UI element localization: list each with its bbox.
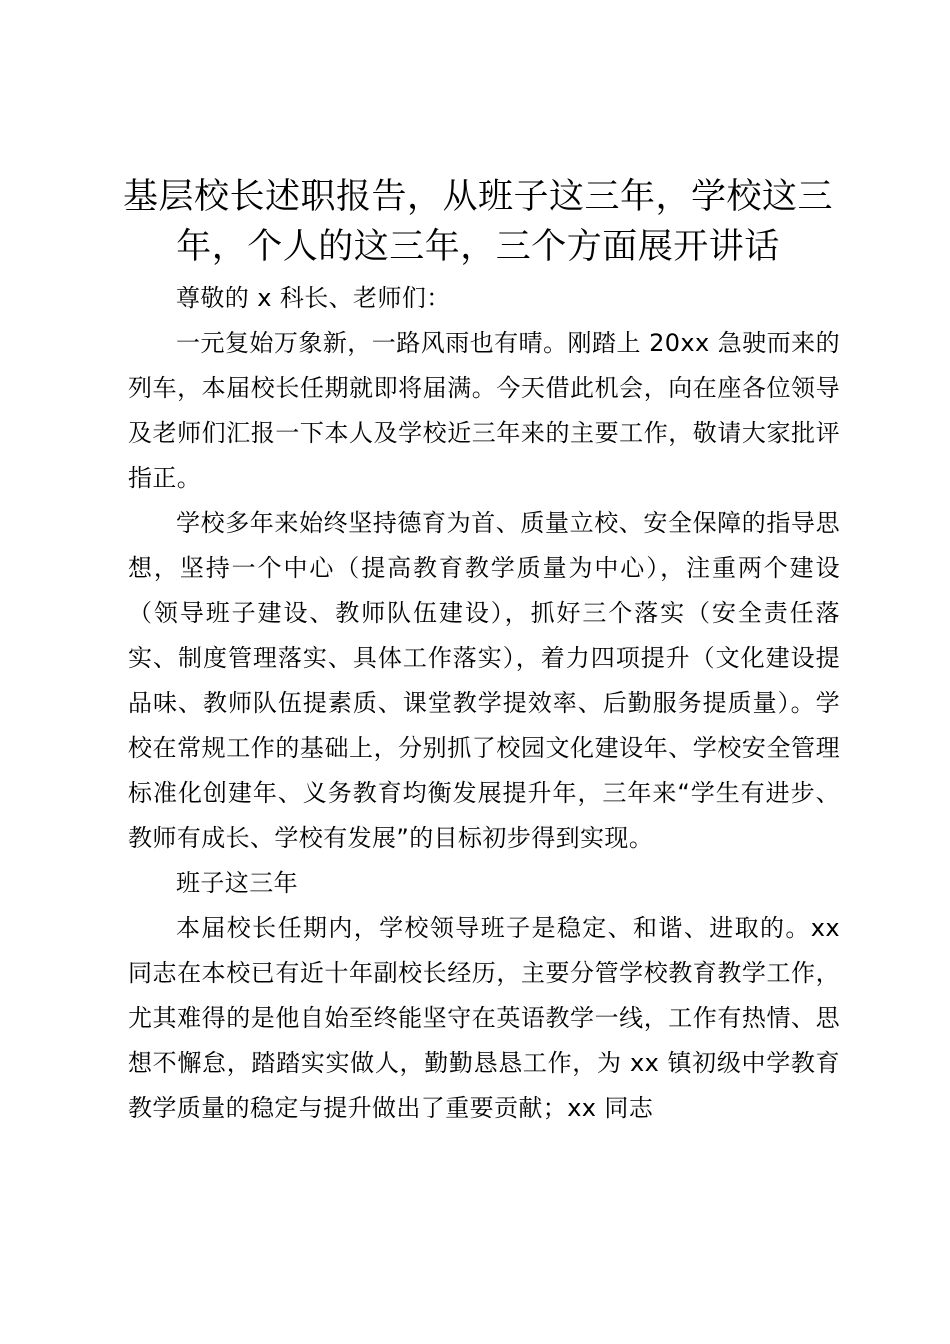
paragraph-opening: 一元复始万象新，一路风雨也有晴。刚踏上 20xx 急驶而来的列车，本届校长任期就即将届满。今天借此机会，向在座各位领导及老师们汇报一下本人及学校近三年来的主要工作，敬请大家批评指正。 <box>128 329 840 492</box>
paragraph-leadership: 本届校长任期内，学校领导班子是稳定、和谐、进取的。xx 同志在本校已有近十年副校长经历，主要分管学校教育教学工作，尤其难得的是他自始至终能坚守在英语教学一线，工作有热情、思想不懈怠，踏踏实实做人，勤勤恳恳工作，为 xx 镇初级中学教育教学质量的稳定与提升做出了重要贡献；xx 同志 <box>128 914 840 1122</box>
paragraph-school-guidance: 学校多年来始终坚持德育为首、质量立校、安全保障的指导思想，坚持一个中心（提高教育教学质量为中心），注重两个建设（领导班子建设、教师队伍建设），抓好三个落实（安全责任落实、制度管理落实、具体工作落实），着力四项提升（文化建设提品味、教师队伍提素质、课堂教学提效率、后勤服务提质量）。学校在常规工作的基础上，分别抓了校园文化建设年、学校安全管理标准化创建年、义务教育均衡发展提升年，三年来“学生有进步、教师有成长、学校有发展”的目标初步得到实现。 <box>128 509 840 852</box>
document-body <box>128 276 840 1131</box>
document-title: 基层校长述职报告，从班子这三年，学校这三年，个人的这三年，三个方面展开讲话 <box>122 177 833 267</box>
salutation: 尊敬的 x 科长、老师们： <box>176 284 451 312</box>
section-heading-leadership: 班子这三年 <box>176 869 298 897</box>
